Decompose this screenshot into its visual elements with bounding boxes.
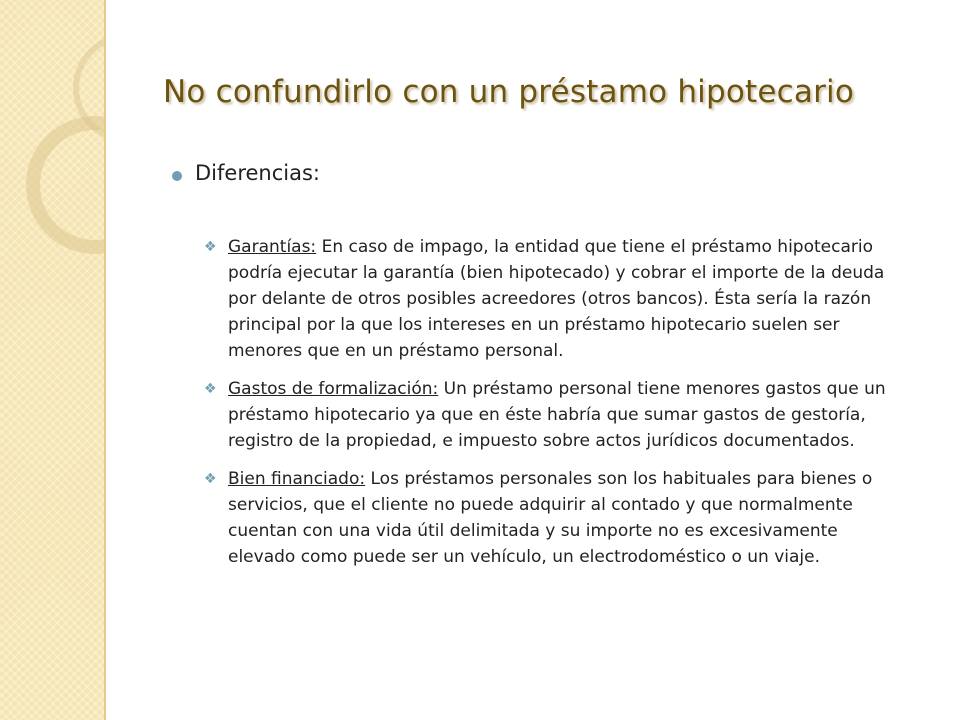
item-body: Un préstamo personal tiene menores gastos que un préstamo hipotecario ya que en éste habría que sumar gastos de gestoría, registro de la propiedad, e impuesto sobre actos jurídicos documentados. <box>228 379 886 451</box>
slide-title: No confundirlo con un préstamo hipotecario <box>163 74 855 110</box>
decorative-rings <box>0 0 106 720</box>
sidebar-edge-line <box>104 0 106 720</box>
diamond-bullet-icon: ❖ <box>204 381 217 397</box>
item-text <box>228 466 904 570</box>
item-text <box>228 376 904 454</box>
diamond-bullet-icon: ❖ <box>204 471 217 487</box>
item-term: Garantías: <box>228 237 317 257</box>
item-body: Los préstamos personales son los habituales para bienes o servicios, que el cliente no puede adquirir al contado y que normalmente cuentan con una vida útil delimitada y su importe no es excesivamente elevado como puede ser un vehículo, un electrodoméstico o un viaje. <box>228 469 873 567</box>
item-term: Bien financiado: <box>228 469 366 489</box>
difference-list <box>204 234 904 582</box>
decorative-sidebar <box>0 0 106 720</box>
list-item <box>204 234 904 364</box>
level1-text: Diferencias: <box>195 161 320 185</box>
circle-bullet-icon <box>172 171 182 181</box>
item-body: En caso de impago, la entidad que tiene el préstamo hipotecario podría ejecutar la garantía (bien hipotecado) y cobrar el importe de la deuda por delante de otros posibles acreedores (otros bancos). Ésta sería la razón principal por la que los intereses en un préstamo hipotecario suelen ser menores que en un préstamo personal. <box>228 237 885 361</box>
item-term: Gastos de formalización: <box>228 379 439 399</box>
list-item <box>204 376 904 454</box>
item-text <box>228 234 904 364</box>
ring-large <box>33 123 106 247</box>
list-item <box>204 466 904 570</box>
diamond-bullet-icon: ❖ <box>204 239 217 255</box>
